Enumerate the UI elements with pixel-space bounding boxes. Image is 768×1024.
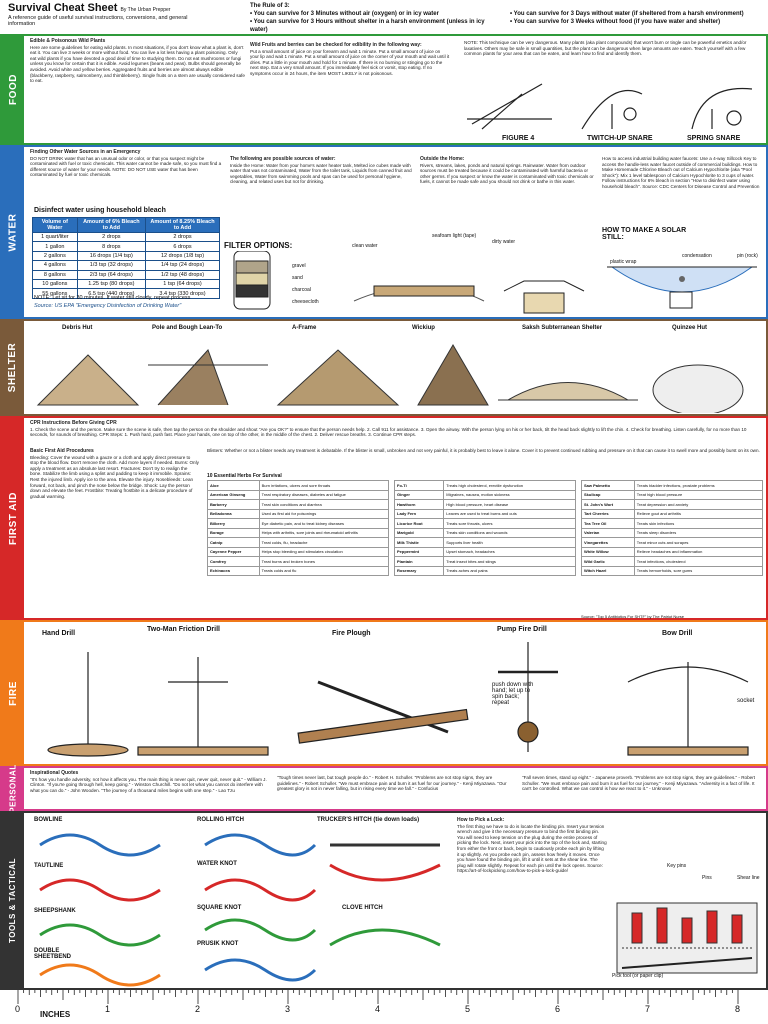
food-note: NOTE: This technique can be very dangerous. Many plants (aka plant compounds) that won't burn or tingle can be powerful emetics and/or laxatives. Others may be safe in small quantities, but the plant can be dangerous when large amounts are eaten. Teach yourself with a few common plants for your area that can be eaten, and learn how to find and identify them. bbox=[464, 40, 747, 57]
herb-name: Fo-Ti bbox=[395, 481, 444, 491]
knot-prusik: PRUSIK KNOT bbox=[197, 941, 239, 947]
quotes-col-3: "Fall seven times, stand up eight." - Japanese proverb. "Problems are not stop signs, they are guidelines." - Robert Schuller. "We must embrace pain and burn it as fuel for our journey." - Kenji Miyazawa. "Adversity is a fact of life. It can't be controlled. What we can control is how we react to it." - Unknown bbox=[522, 775, 756, 792]
herb-row bbox=[582, 509, 763, 519]
table-cell: 8 gallons bbox=[33, 270, 78, 279]
table-cell: 1/3 tsp (32 drops) bbox=[77, 261, 145, 270]
herb-use: Treats sleep disorders bbox=[634, 528, 762, 538]
herb-use: High blood pressure, heart disease bbox=[444, 500, 576, 510]
fire-illustrations bbox=[28, 642, 764, 762]
ruler-number: 3 bbox=[285, 1004, 291, 1014]
page-title bbox=[8, 2, 170, 14]
procedures-title: Basic First Aid Procedures bbox=[30, 448, 94, 454]
table-row bbox=[33, 242, 220, 251]
water-section bbox=[0, 145, 768, 319]
table-row bbox=[33, 233, 220, 242]
ruler-number: 7 bbox=[645, 1004, 651, 1014]
herb-use: Helps with arthritis, sore joints and rheumatoid arthritis bbox=[259, 528, 388, 538]
tools-tab-label: TOOLS & TACTICAL bbox=[8, 857, 18, 944]
herb-use: Relieve gout and arthritis bbox=[634, 509, 762, 519]
outside-water-title: Outside the Home: bbox=[420, 156, 465, 162]
ruler-number: 2 bbox=[195, 1004, 201, 1014]
rule-item: • You can survive for 3 Minutes without air (oxygen) or in icy water bbox=[250, 11, 439, 17]
table-cell: 1.25 tsp (80 drops) bbox=[77, 279, 145, 288]
water-tab-label: WATER bbox=[7, 213, 19, 251]
herb-use: Treat colds, flu, headache bbox=[259, 538, 388, 548]
outside-water-text bbox=[420, 156, 595, 206]
herbs-table-3 bbox=[581, 480, 763, 576]
find-water-body: DO NOT DRINK water that has an unusual odor or color, or that you suspect might be contaminated with fuel or toxic chemicals. This water cannot be made safe, so you must find a different source of water for your needs. NOTE: DO NOT USE water that has been contaminated by fuel or toxic chemicals. bbox=[30, 155, 222, 178]
herb-row bbox=[582, 557, 763, 567]
filter-illustrations bbox=[224, 251, 604, 317]
ruler-number: 0 bbox=[15, 1004, 21, 1014]
shelter-wickiup: Wickiup bbox=[412, 325, 435, 331]
lock-pick-title: How to Pick a Lock: bbox=[457, 817, 505, 823]
personal-tab bbox=[2, 764, 24, 813]
knot-water-knot: WATER KNOT bbox=[197, 861, 237, 867]
table-cell: 1/4 tsp (24 drops) bbox=[146, 261, 220, 270]
herbs-table-1 bbox=[207, 480, 389, 576]
herb-name: Hawthorn bbox=[395, 500, 444, 510]
herb-name: St. John's Wort bbox=[582, 500, 635, 510]
herb-name: Comfrey bbox=[208, 557, 260, 567]
herb-row bbox=[395, 490, 576, 500]
shelter-section bbox=[0, 319, 768, 416]
shelter-quinzee: Quinzee Hut bbox=[672, 325, 708, 331]
knot-square-knot: SQUARE KNOT bbox=[197, 905, 242, 911]
shelter-a-frame: A-Frame bbox=[292, 325, 317, 331]
water-tab bbox=[2, 147, 24, 317]
tools-section bbox=[0, 811, 768, 990]
knot-truckers-hitch: TRUCKER'S HITCH (tie down loads) bbox=[317, 817, 420, 823]
filter-label-cheesecloth: cheesecloth bbox=[292, 299, 319, 305]
fire-bow-drill: Bow Drill bbox=[662, 630, 693, 637]
outside-water-body: Rivers, streams, lakes, ponds and natural springs. Rainwater. Water from outdoor sources must be treated because it could be contaminated with harmful bacteria or other germs. If you suspect or know the water is contaminated with toxic chemicals or fuels, it cannot be made safe and you should not drink or bathe in this water. bbox=[420, 162, 594, 185]
herb-use: Treat burns and broken bones bbox=[259, 557, 388, 567]
solar-label-wrap: plastic wrap bbox=[610, 259, 637, 265]
herb-row bbox=[395, 566, 576, 576]
find-water-title: Finding Other Water Sources in an Emergency bbox=[30, 149, 141, 155]
table-cell: 2 drops bbox=[146, 233, 220, 242]
fire-plough: Fire Plough bbox=[332, 630, 371, 637]
herb-use: Treats aches and pains bbox=[444, 566, 576, 576]
shelter-illustrations bbox=[28, 335, 764, 413]
tools-tab bbox=[2, 813, 24, 988]
table-cell: 55 gallons bbox=[33, 289, 78, 298]
solar-still-title: HOW TO MAKE A SOLAR STILL: bbox=[602, 227, 687, 241]
fire-pump-drill: Pump Fire Drill bbox=[497, 626, 547, 633]
rule-item: • You can survive for 3 Hours without shelter in a harsh environment (unless in icy water) bbox=[250, 19, 485, 33]
herb-use: Eye diabetic pain, and to treat kidney diseases bbox=[259, 519, 388, 529]
herb-use: Supports liver health bbox=[444, 538, 576, 548]
table-row bbox=[33, 251, 220, 260]
herb-name: Belladonna bbox=[208, 509, 260, 519]
herb-name: Rosemary bbox=[395, 566, 444, 576]
pump-drill-text: push down with hand; let up to spin back; repeat bbox=[492, 682, 534, 706]
twitch-up-snare-label: TWITCH-UP SNARE bbox=[587, 135, 653, 142]
quotes-title: Inspirational Quotes bbox=[30, 770, 79, 776]
herb-use: Leaves are used to treat burns and cuts bbox=[444, 509, 576, 519]
table-cell: 16 drops (1/4 tsp) bbox=[77, 251, 145, 260]
herb-row bbox=[582, 547, 763, 557]
herb-name: Cayenne Pepper bbox=[208, 547, 260, 557]
herb-use: Treat depression and anxiety bbox=[634, 500, 762, 510]
solar-label-condensation: condensation bbox=[682, 253, 712, 259]
lock-label-pick-tool: Pick tool (or paper clip) bbox=[612, 973, 664, 979]
herb-use: Treats skin infections bbox=[634, 519, 762, 529]
herb-use: Treats colds and flu bbox=[259, 566, 388, 576]
knot-double-sheetbend: DOUBLE SHEETBEND bbox=[34, 948, 72, 960]
table-cell: 2 drops bbox=[77, 233, 145, 242]
plants-text bbox=[30, 38, 245, 142]
table-cell: 12 drops (1/8 tsp) bbox=[146, 251, 220, 260]
knot-sheepshank: SHEEPSHANK bbox=[34, 908, 76, 914]
rule-item: • You can survive for 3 Days without water (if sheltered from a harsh environment) bbox=[510, 11, 744, 17]
herb-row bbox=[208, 538, 389, 548]
table-row bbox=[33, 279, 220, 288]
herb-row bbox=[208, 500, 389, 510]
quotes-body-1: "It's how you handle adversity, not how it affects you. The main thing is never quit, never quit, never quit." - William J. Clinton. "If you're going through hell, keep going." - Winston Churchill. "Do not let what you cannot do interfere with what you can do." - John Wooden. "The journey of a thousand miles begins with one step." - Lao Tzu bbox=[30, 776, 267, 793]
herb-row bbox=[395, 509, 576, 519]
herb-use: Helps stop bleeding and stimulates circulation bbox=[259, 547, 388, 557]
knot-bowline: BOWLINE bbox=[34, 817, 63, 823]
fire-two-man-drill: Two-Man Friction Drill bbox=[147, 626, 220, 633]
page-subtitle: A reference guide of useful survival instructions, conversions, and general information bbox=[8, 15, 188, 27]
bleach-info-text: How to access industrial building water faucets: Use a 4-way Sillcock Key to access the handle-less water faucet outside of commercial buildings. How to Make Homemade Chlorine Bleach out of Calcium Hypochlorite (aka "Pool Shock"): Mix 1 level tablespoon of Calcium Hypochlorite to 3 cups of water. Follow instructions for 6% bleach in section "How to disinfect water using household bleach". Source: CDC Centers for Disease Control and Prevention bbox=[602, 156, 760, 189]
table-cell: 1 tsp (64 drops) bbox=[146, 279, 220, 288]
page-header bbox=[0, 0, 768, 34]
herb-use: Treats bladder infections, prostate problems bbox=[634, 481, 762, 491]
herb-name: Vinegarettes bbox=[582, 538, 635, 548]
lock-label-key-pins: Key pins bbox=[667, 863, 687, 869]
herb-name: American Ginseng bbox=[208, 490, 260, 500]
ruler-number: 8 bbox=[735, 1004, 741, 1014]
herb-use: Treats sore throats, ulcers bbox=[444, 519, 576, 529]
ruler-number: 1 bbox=[105, 1004, 111, 1014]
figure4-label: FIGURE 4 bbox=[502, 135, 535, 142]
rule-of-three bbox=[250, 2, 750, 34]
table-cell: 2 gallons bbox=[33, 251, 78, 260]
ruler-number: 5 bbox=[465, 1004, 471, 1014]
herbs-table-2 bbox=[394, 480, 576, 576]
first-aid-section bbox=[0, 416, 768, 620]
bleach-table-title: Disinfect water using household bleach bbox=[34, 207, 166, 214]
herb-use: Relieve headaches and inflammation bbox=[634, 547, 762, 557]
solar-label-pin: pin (rock) bbox=[737, 253, 758, 259]
bleach-table bbox=[32, 217, 220, 299]
herb-row bbox=[395, 557, 576, 567]
cpr-text bbox=[30, 420, 760, 446]
filter-options-title: FILTER OPTIONS: bbox=[224, 241, 293, 250]
ruler-unit: INCHES bbox=[40, 1010, 71, 1019]
water-sources-body: Inside the Home: Water from your home's water heater tank, Melted ice cubes made with water that was not contaminated, Water from the toilet tank, Liquids from canned fruit and vegetables, Water from swimming pools and spas can be used for personal hygiene, cleaning, and related uses but not for drinking. bbox=[230, 162, 412, 185]
table-row bbox=[33, 270, 220, 279]
table-cell: 1 gallon bbox=[33, 242, 78, 251]
personal-section bbox=[0, 766, 768, 811]
water-sources-text bbox=[230, 156, 415, 206]
herb-row bbox=[395, 538, 576, 548]
herb-name: Ginger bbox=[395, 490, 444, 500]
quotes-col-2: "Tough times never last, but tough people do." - Robert H. Schuller. "Problems are not stop signs, they are guidelines." - Robert Schuller. "We must embrace pain and burn it as fuel for our journey." - Kenji Miyazawa. "Our greatest glory is not in never falling, but in rising every time we fall." - Confucius bbox=[277, 775, 507, 792]
lock-pick-text bbox=[457, 817, 607, 987]
herb-name: Witch Hazel bbox=[582, 566, 635, 576]
herb-row bbox=[208, 528, 389, 538]
quotes-col-1 bbox=[30, 770, 270, 810]
knot-illustrations bbox=[30, 825, 450, 990]
herb-row bbox=[208, 519, 389, 529]
ruler-ticks bbox=[0, 990, 768, 1024]
herb-name: Borage bbox=[208, 528, 260, 538]
table-cell: 2/3 tsp (64 drops) bbox=[77, 270, 145, 279]
filter-label-gravel: gravel bbox=[292, 263, 306, 269]
lock-label-pins: Pins bbox=[702, 875, 712, 881]
shelter-subterranean: Saksh Subterranean Shelter bbox=[522, 325, 603, 331]
herb-row bbox=[208, 547, 389, 557]
herb-row bbox=[582, 538, 763, 548]
lock-pick-body: The first thing we have to do is locate the binding pin. Insert your tension wrench and give it the necessary pressure to bind the first binding pin. You will need to keep tension on the plug during the entire process of picking the lock. Next, insert your pick into the top of the lock and, starting from either the front or back, begin to cautiously probe each pin by lifting it up slightly. As you probe each pin, assess how freely it moves. Once you have found the binding pin, lift it until it sets at the shear line. The plug will rotate slightly. Repeat for each pin until the lock opens. Source: https://art-of-lockpicking.com/how-to-pick-a-lock-guide/ bbox=[457, 823, 607, 874]
herb-row bbox=[582, 481, 763, 491]
filter-label-dirty: dirty water bbox=[492, 239, 516, 245]
first-aid-procedures bbox=[30, 448, 200, 618]
herb-row bbox=[582, 500, 763, 510]
food-tab bbox=[2, 36, 24, 143]
fire-tab-label: FIRE bbox=[7, 680, 19, 706]
knot-clove-hitch: CLOVE HITCH bbox=[342, 905, 383, 911]
bow-drill-socket: socket bbox=[737, 698, 755, 704]
knot-tautline: TAUTLINE bbox=[34, 863, 64, 869]
rule-item: • You can survive for 3 Weeks without food (if you have water and shelter) bbox=[510, 19, 721, 25]
filter-label-sand: sand bbox=[292, 275, 303, 281]
shelter-lean-to: Pole and Bough Lean-To bbox=[152, 325, 223, 331]
fire-section bbox=[0, 620, 768, 766]
rules-title: The Rule of 3: bbox=[250, 3, 290, 9]
food-section bbox=[0, 34, 768, 145]
filter-label-clean: clean water bbox=[352, 243, 378, 249]
herb-name: Aloe bbox=[208, 481, 260, 491]
edibility-text bbox=[250, 42, 450, 142]
herb-name: Barberry bbox=[208, 500, 260, 510]
spring-snare-label: SPRING SNARE bbox=[687, 135, 741, 142]
herb-use: Treat skin conditions and diarrhea bbox=[259, 500, 388, 510]
table-cell: 8 drops bbox=[77, 242, 145, 251]
lock-illustration bbox=[612, 853, 762, 983]
plants-title: Edible & Poisonous Wild Plants bbox=[30, 38, 106, 44]
procedures-body: Bleeding: Cover the wound with a gauze or a cloth and apply direct pressure to stop the blood flow. Don't remove the cloth. Add more layers if needed. Burns: Only apply a treatment as an absolute last resort. Fractures: Don't try to realign the bone. Stabilize the limb using a splint and padding to keep it immobile. Sprains: Rest the injured limb. Apply ice to the area. Elevate the injury. Nosebleeds: Lean forward, not back, and pinch the nose below the bridge. Shock: Lay the person down and elevate the feet. Frostbite: Treating frostbite is a delicate procedure of gradual warming. bbox=[30, 454, 199, 499]
shelter-tab bbox=[2, 321, 24, 414]
herb-row bbox=[208, 557, 389, 567]
ruler-number: 4 bbox=[375, 1004, 381, 1014]
herb-row bbox=[395, 519, 576, 529]
shelter-debris-hut: Debris Hut bbox=[62, 325, 93, 331]
herb-row bbox=[395, 481, 576, 491]
table-cell: 4 gallons bbox=[33, 261, 78, 270]
first-aid-tab bbox=[2, 418, 24, 618]
herb-row bbox=[395, 547, 576, 557]
edibility-body: Put a small amount of juice on your forearm and wait 1 minute. Put a small amount of juice on your lip and wait 1 minute. Put a small amount of juice on the corner of your mouth and wait until it dries. Put a little in your mouth and hold for 1 minute. If there is no burning or stinging go to the next step. Eat a very small amount. If you immediately feel sick or vomit, stop eating. If no symptoms occur in 24 hours, the item MOST LIKELY is not poisonous. bbox=[250, 48, 450, 76]
fire-tab bbox=[2, 622, 24, 764]
table-cell: 10 gallons bbox=[33, 279, 78, 288]
filter-label-charcoal: charcoal bbox=[292, 287, 311, 293]
bleach-table-header: Amount of 6% Bleach to Add bbox=[77, 218, 145, 233]
herb-use: Upset stomach, headaches bbox=[444, 547, 576, 557]
herb-use: Treat minor cuts and scrapes bbox=[634, 538, 762, 548]
table-cell: 6 drops bbox=[146, 242, 220, 251]
herbs-source: Source: "Top 5 Antibiotics For SHTF" by The Patriot Nurse bbox=[581, 614, 685, 619]
food-tab-label: FOOD bbox=[7, 74, 19, 105]
shelter-tab-label: SHELTER bbox=[7, 342, 19, 393]
herb-row bbox=[582, 490, 763, 500]
title-text: Survival Cheat Sheet bbox=[8, 2, 118, 14]
herb-row bbox=[582, 519, 763, 529]
personal-tab-label: PERSONAL bbox=[8, 764, 18, 813]
herb-name: Saw Palmetto bbox=[582, 481, 635, 491]
herb-row bbox=[208, 566, 389, 576]
herb-name: Milk Thistle bbox=[395, 538, 444, 548]
bleach-table-source: Source: US EPA "Emergency Disinfection of Drinking Water" bbox=[34, 303, 182, 309]
table-row bbox=[33, 261, 220, 270]
herb-name: White Willow bbox=[582, 547, 635, 557]
herb-name: Bilberry bbox=[208, 519, 260, 529]
herbs-title: 10 Essential Herbs For Survival bbox=[207, 473, 282, 479]
ruler-number: 6 bbox=[555, 1004, 561, 1014]
herb-row bbox=[208, 481, 389, 491]
herb-name: Peppermint bbox=[395, 547, 444, 557]
herb-row bbox=[582, 528, 763, 538]
lock-label-shear-line: Shear line bbox=[737, 875, 760, 881]
bleach-table-header: Amount of 8.25% Bleach to Add bbox=[146, 218, 220, 233]
herb-row bbox=[395, 500, 576, 510]
herb-name: Catnip bbox=[208, 538, 260, 548]
bleach-table-note: NOTE: Let sit for 30 minutes. If water still cloudy, repeat process bbox=[34, 295, 191, 301]
herb-row bbox=[208, 490, 389, 500]
fire-hand-drill: Hand Drill bbox=[42, 630, 76, 637]
bleach-table-header: Volume of Water bbox=[33, 218, 78, 233]
herb-row bbox=[582, 566, 763, 576]
herb-name: Licorice Root bbox=[395, 519, 444, 529]
byline: By The Urban Prepper bbox=[120, 7, 171, 13]
herb-use: Migraines, nausea, motion sickness bbox=[444, 490, 576, 500]
blisters-text: Blisters: Whether or not a blister needs any treatment is debatable. If the blister is small, unbroken and not very painful, it is probably best to leave it alone. Cover it to prevent continued rubbing and pressure on it that can cause it to swell more and possibly burst on its own. bbox=[207, 448, 760, 453]
table-cell: 3.4 tsp (330 drops) bbox=[146, 289, 220, 298]
herb-use: Treat insect bites and stings bbox=[444, 557, 576, 567]
herb-row bbox=[208, 509, 389, 519]
find-water-text bbox=[30, 149, 225, 203]
herb-row bbox=[395, 528, 576, 538]
herb-name: Lady Fern bbox=[395, 509, 444, 519]
water-sources-title: The following are possible sources of water: bbox=[230, 156, 336, 162]
herb-use: Treat high blood pressure bbox=[634, 490, 762, 500]
table-cell: 1/2 tsp (48 drops) bbox=[146, 270, 220, 279]
herb-use: Treats skin conditions and wounds bbox=[444, 528, 576, 538]
table-cell: 1 quart/liter bbox=[33, 233, 78, 242]
herb-name: Valerian bbox=[582, 528, 635, 538]
herb-name: Skullcap bbox=[582, 490, 635, 500]
knot-rolling-hitch: ROLLING HITCH bbox=[197, 817, 244, 823]
herb-use: Treat respiratory diseases, diabetes and fatigue bbox=[259, 490, 388, 500]
herb-use: Burn irritations, ulcers and sore throats bbox=[259, 481, 388, 491]
herb-name: Tart Cherries bbox=[582, 509, 635, 519]
plants-body: Here are some guidelines for eating wild plants. In most situations, if you don't know what a plant is, don't eat it. You can live 3 weeks or more without food. You can live a lot less having a plant poisoning. Only eat wild plants if you have devoted a good deal of time to studying them. Do not eat mushrooms or fungi unless you know for certain that it is edible. Avoid legumes (beans and peas). Bulbs should generally be avoided. Avoid white and yellow berries. Aggregated fruits and berries are almost always edible (blackberry, raspberry, salmonberry, and thimbleberry). Single fruits on a stem are usually considered safe to eat. bbox=[30, 44, 245, 84]
herb-use: Treats high cholesterol, erectile dysfunction bbox=[444, 481, 576, 491]
herb-name: Echinacea bbox=[208, 566, 260, 576]
herb-use: Used as first aid for poisonings bbox=[259, 509, 388, 519]
herb-name: Plantain bbox=[395, 557, 444, 567]
herb-name: Marigold bbox=[395, 528, 444, 538]
herb-use: Treat infections, cholesterol bbox=[634, 557, 762, 567]
cpr-body: 1. Check the scene and the person. Make sure the scene is safe, then tap the person on the shoulder and shout "Are you OK?" to ensure that the person needs help. 2. Call 911 for assistance. 3. Open the airway. With the person lying on his or her back, tilt the head back slightly to lift the chin. 4. Check for breathing. Listen carefully, for no more than 10 seconds, for sounds of breathing. CPR Steps: 1. Push hard, push fast. Place your hands, one on top of the other, in the middle of the chest. 2. Deliver rescue breaths. 3. Continue CPR steps. bbox=[30, 426, 747, 438]
first-aid-tab-label: FIRST AID bbox=[7, 491, 19, 545]
inch-ruler bbox=[0, 990, 768, 1024]
herb-use: Treats hemorrhoids, sore gums bbox=[634, 566, 762, 576]
table-cell: 6.5 tsp (440 drops) bbox=[77, 289, 145, 298]
herb-name: Wild Garlic bbox=[582, 557, 635, 567]
edibility-title: Wild Fruits and berries can be checked for edibility in the following way: bbox=[250, 42, 422, 48]
filter-label-seafoam: seafoam light (tape) bbox=[432, 233, 477, 239]
snare-illustrations bbox=[462, 74, 762, 134]
cpr-title: CPR Instructions Before Giving CPR bbox=[30, 420, 117, 426]
herb-name: Tea Tree Oil bbox=[582, 519, 635, 529]
